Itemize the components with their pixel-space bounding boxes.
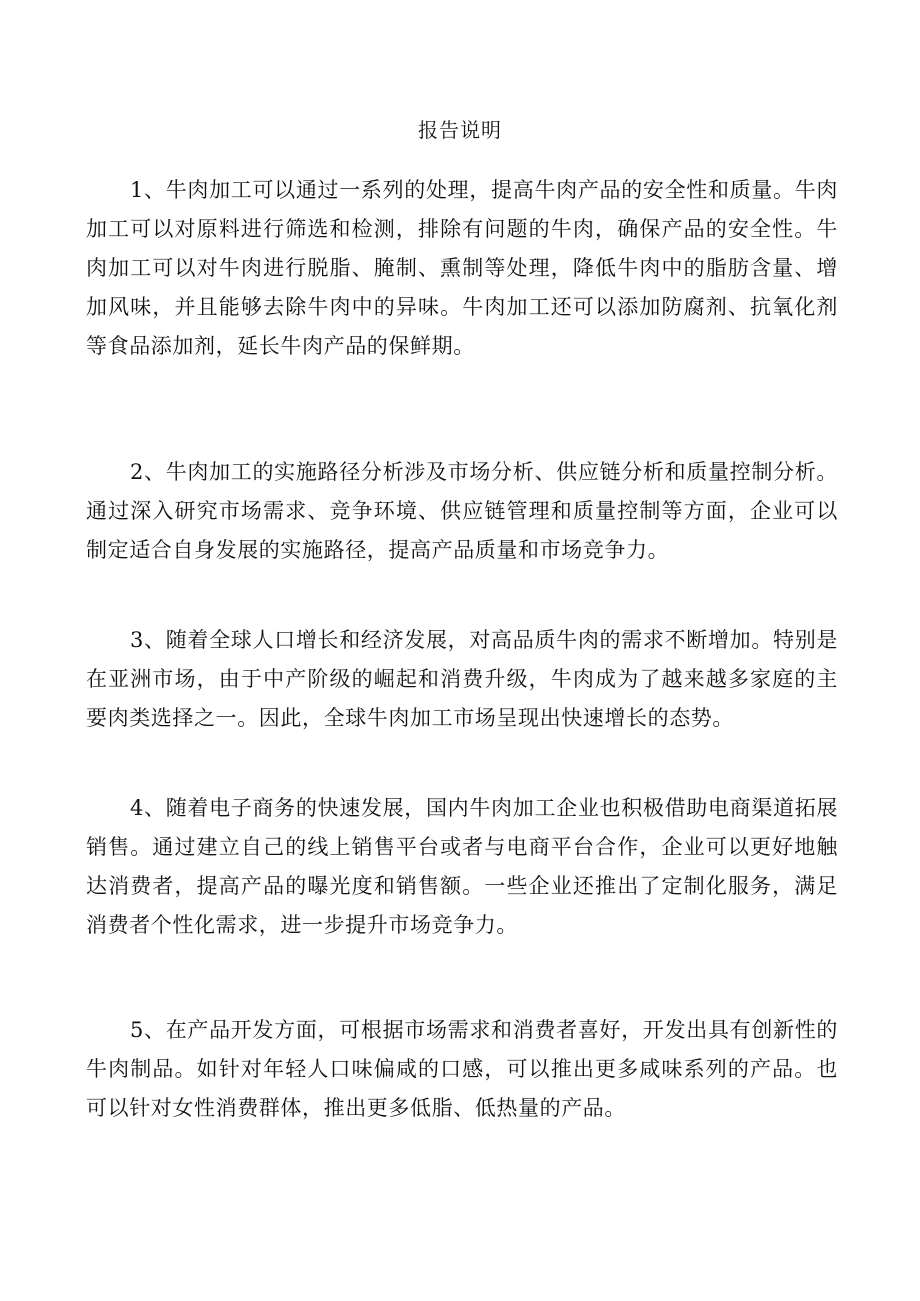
report-title: 报告说明 bbox=[418, 118, 502, 142]
paragraph-1: 1、牛肉加工可以通过一系列的处理，提高牛肉产品的安全性和质量。牛肉加工可以对原料进行筛选和检测，排除有问题的牛肉，确保产品的安全性。牛肉加工可以对牛肉进行脱脂、腌制、熏制等处理，降低牛肉中的脂肪含量、增加风味，并且能够去除牛肉中的异味。牛肉加工还可以添加防腐剂、抗氧化剂等食品添加剂，延长牛肉产品的保鲜期。 bbox=[86, 178, 838, 358]
paragraph-4: 4、随着电子商务的快速发展，国内牛肉加工企业也积极借助电商渠道拓展销售。通过建立自己的线上销售平台或者与电商平台合作，企业可以更好地触达消费者，提高产品的曝光度和销售额。一些企业还推出了定制化服务，满足消费者个性化需求，进一步提升市场竞争力。 bbox=[86, 796, 838, 937]
paragraph-2: 2、牛肉加工的实施路径分析涉及市场分析、供应链分析和质量控制分析。通过深入研究市场需求、竞争环境、供应链管理和质量控制等方面，企业可以制定适合自身发展的实施路径，提高产品质量和市场竞争力。 bbox=[86, 460, 838, 562]
paragraph-3: 3、随着全球人口增长和经济发展，对高品质牛肉的需求不断增加。特别是在亚洲市场，由于中产阶级的崛起和消费升级，牛肉成为了越来越多家庭的主要肉类选择之一。因此，全球牛肉加工市场呈现出快速增长的态势。 bbox=[86, 628, 838, 730]
paragraph-5: 5、在产品开发方面，可根据市场需求和消费者喜好，开发出具有创新性的牛肉制品。如针对年轻人口味偏咸的口感，可以推出更多咸味系列的产品。也可以针对女性消费群体，推出更多低脂、低热量的产品。 bbox=[86, 1018, 838, 1120]
